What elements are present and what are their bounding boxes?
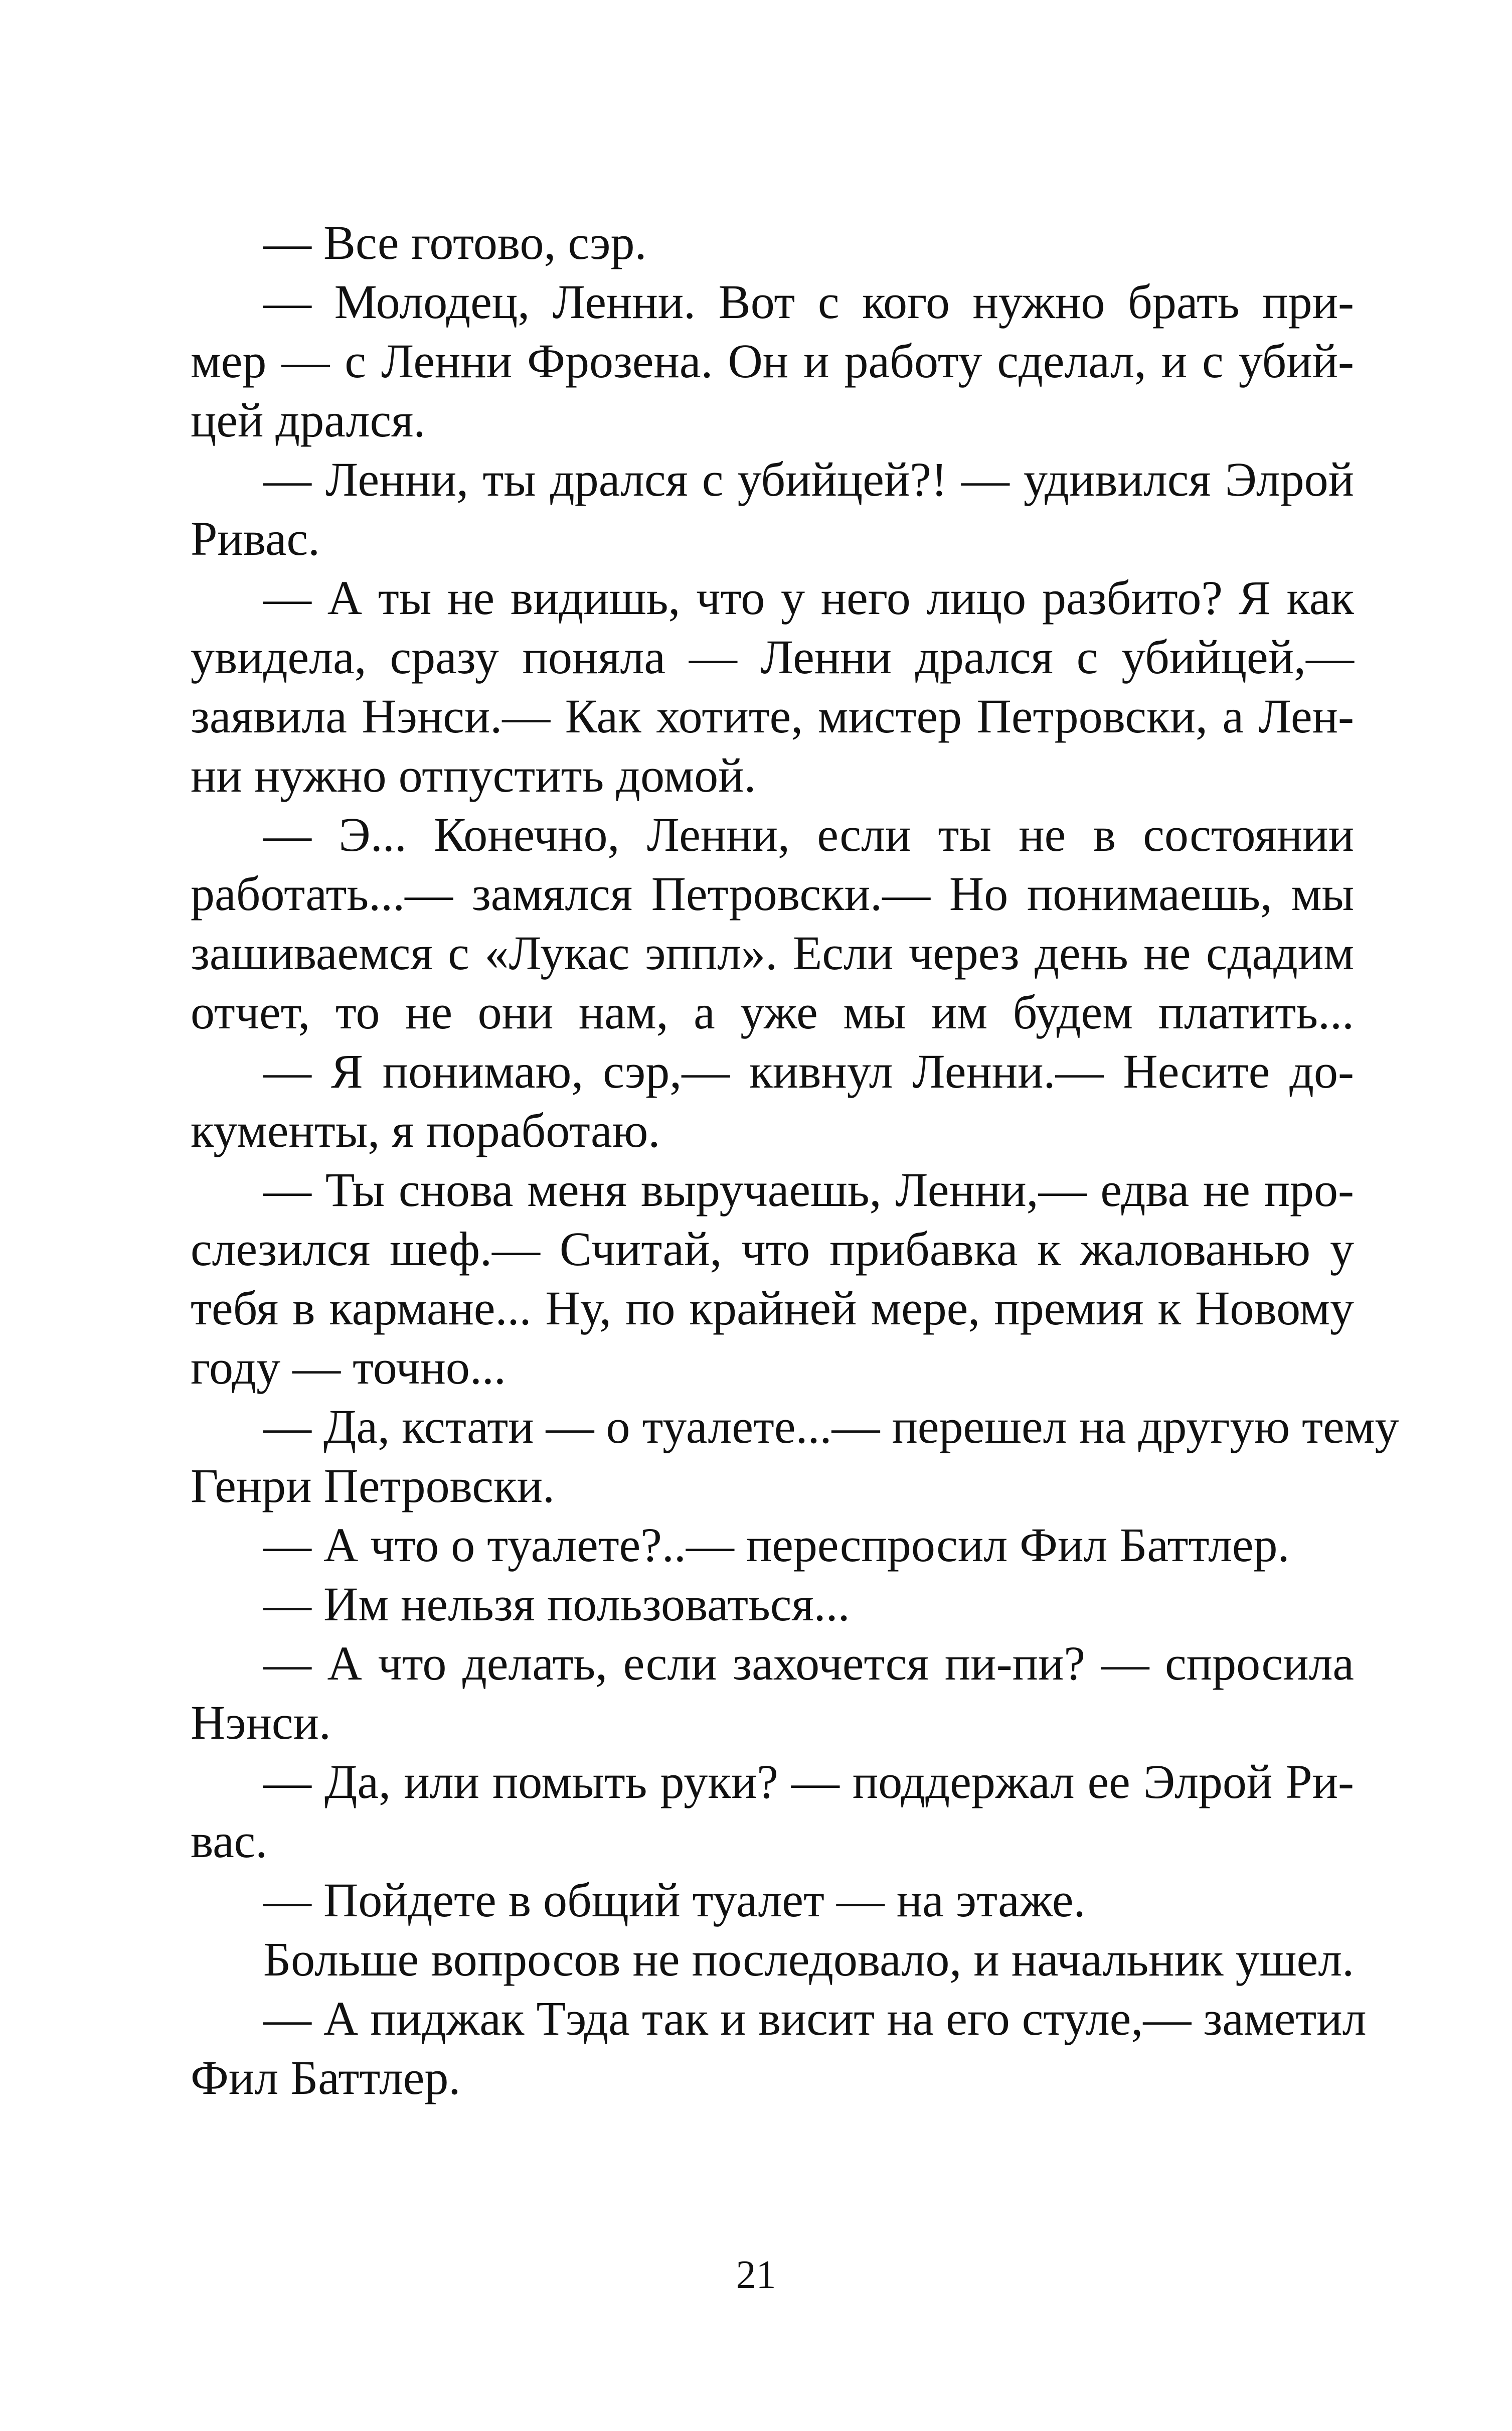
text-line: — А пиджак Тэда так и висит на его стуле,— заметил [263, 1992, 1367, 2045]
text-line: Больше вопросов не последовало, и начальник ушел. [263, 1932, 1355, 1986]
text-line: вас. [191, 1814, 268, 1868]
text-line: — Им нельзя пользоваться... [263, 1577, 850, 1631]
text-line: заявила Нэнси.— Как хотите, мистер Петровски, а Лен- [191, 689, 1354, 743]
text-line: — Молодец, Ленни. Вот с кого нужно брать при- [263, 275, 1354, 329]
text-line: — Ты снова меня выручаешь, Ленни,— едва не про- [263, 1163, 1354, 1217]
text-line: — А что о туалете?..— переспросил Фил Баттлер. [263, 1518, 1290, 1572]
text-line: — А ты не видишь, что у него лицо разбито? Я как [263, 571, 1354, 625]
text-line: Ривас. [191, 512, 320, 565]
text-line: отчет, то не они нам, а уже мы им будем платить... [191, 985, 1354, 1039]
text-line: — Э... Конечно, Ленни, если ты не в состоянии [263, 808, 1354, 861]
text-line: слезился шеф.— Считай, что прибавка к жалованью у [191, 1222, 1354, 1276]
text-line: году — точно... [191, 1340, 506, 1394]
text-line: кументы, я поработаю. [191, 1104, 660, 1157]
text-line: — Да, или помыть руки? — поддержал ее Элрой Ри- [263, 1755, 1354, 1808]
text-line: Фил Баттлер. [191, 2051, 461, 2104]
text-line: тебя в кармане... Ну, по крайней мере, премия к Новому [191, 1281, 1354, 1335]
text-line: мер — с Ленни Фрозена. Он и работу сделал, и с убий- [191, 334, 1354, 388]
text-line: — Да, кстати — о туалете...— перешел на другую тему [263, 1400, 1399, 1453]
text-line: увидела, сразу поняла — Ленни дрался с убийцей,— [191, 630, 1354, 684]
text-line: — Пойдете в общий туалет — на этаже. [263, 1873, 1086, 1927]
text-line: цей дрался. [191, 393, 426, 447]
text-line: — Все готово, сэр. [263, 216, 647, 269]
text-line: работать...— замялся Петровски.— Но понимаешь, мы [191, 867, 1354, 921]
page-body-text [191, 213, 1399, 2107]
text-line: ни нужно отпустить домой. [191, 748, 756, 802]
text-line: — Ленни, ты дрался с убийцей?! — удивился Элрой [263, 452, 1354, 506]
text-line: Генри Петровски. [191, 1459, 555, 1512]
text-line: — А что делать, если захочется пи-пи? — спросила [263, 1636, 1354, 1690]
text-line: зашиваемся с «Лукас эппл». Если через день не сдадим [191, 926, 1354, 980]
page-number: 21 [736, 2253, 776, 2297]
text-line: Нэнси. [191, 1696, 331, 1749]
text-line: — Я понимаю, сэр,— кивнул Ленни.— Несите до- [263, 1044, 1354, 1098]
